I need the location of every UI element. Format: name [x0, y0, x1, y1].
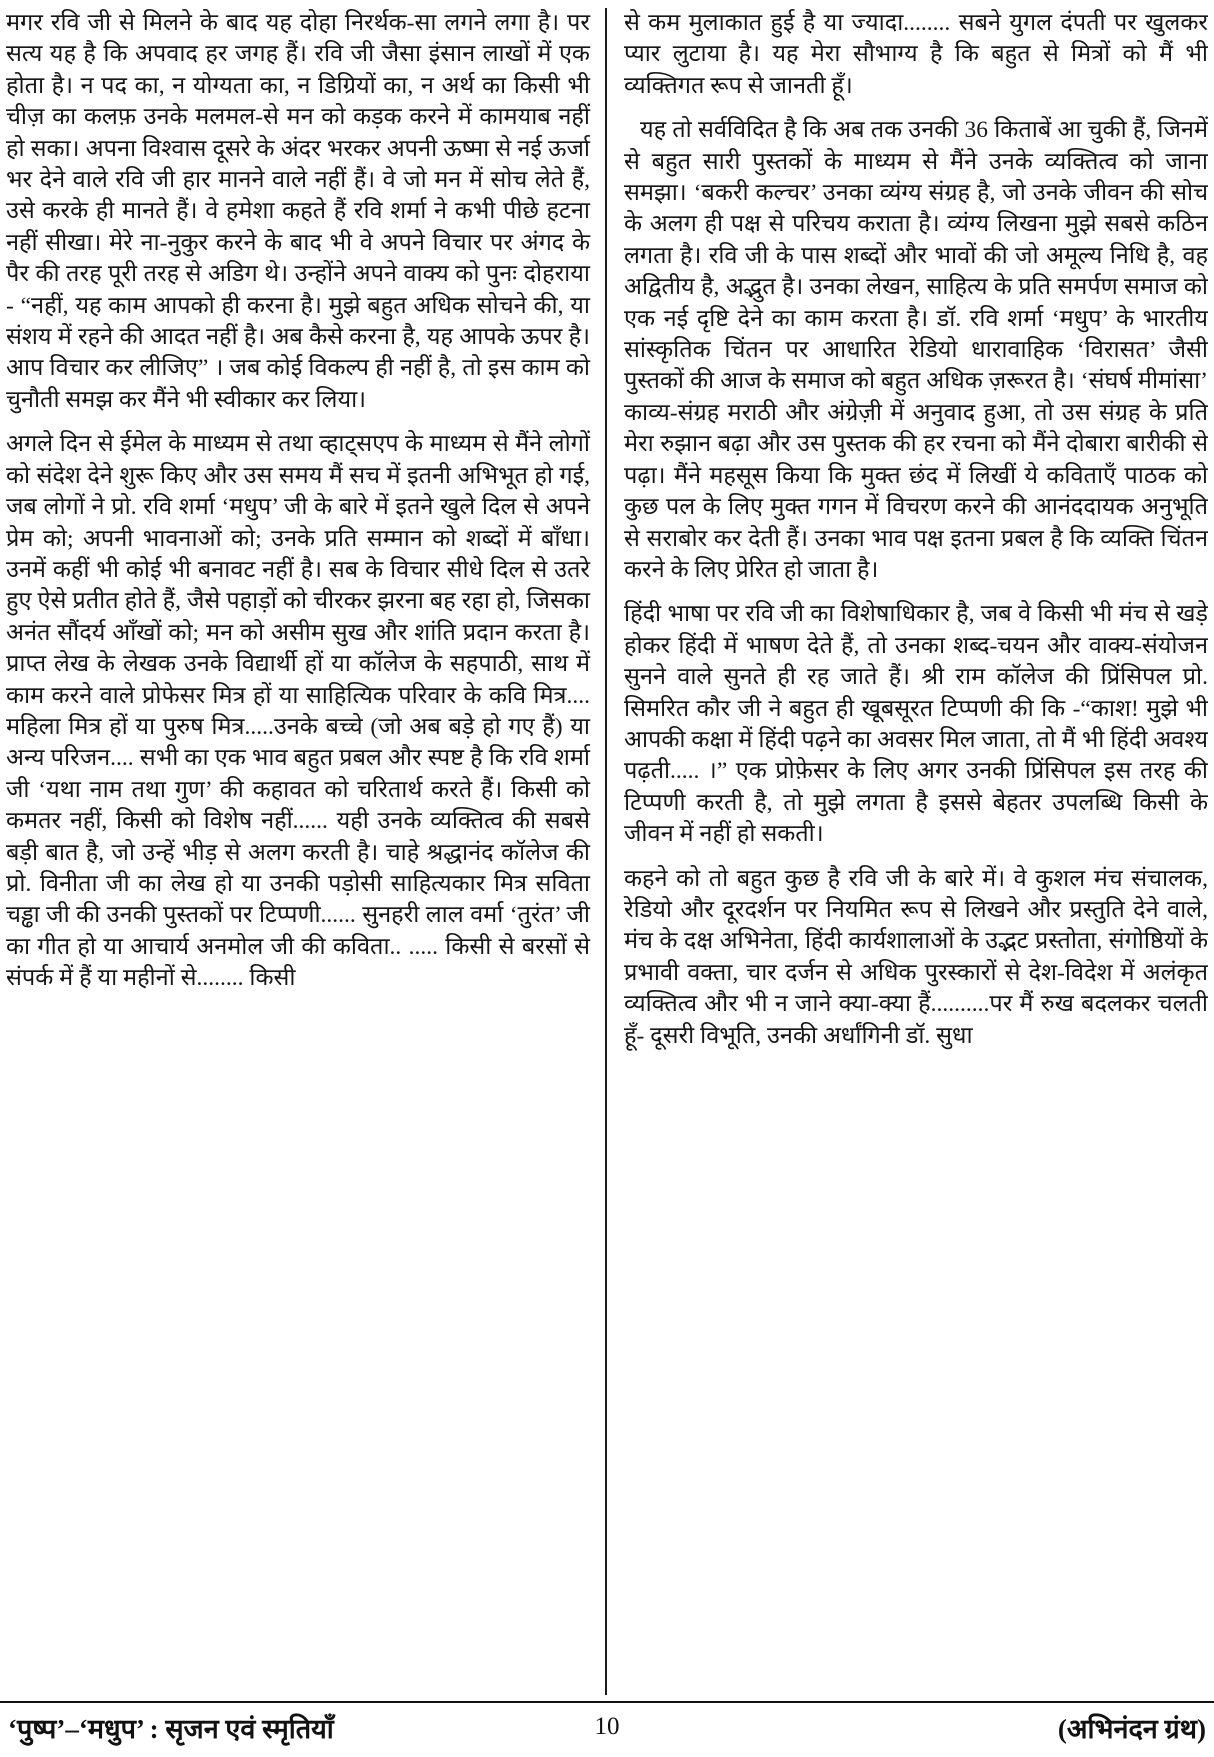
paragraph: यह तो सर्वविदित है कि अब तक उनकी 36 किताबें आ चुकी हैं, जिनमें से बहुत सारी पुस्तकों के माध्यम से मैंने उनके व्यक्तित्व को जाना समझा। ‘बकरी कल्चर’ उनका व्यंग्य संग्रह है, जो उनके जीवन की सोच के अलग ही पक्ष से परिचय कराता है। व्यंग्य लिखना मुझे सबसे कठिन लगता है। रवि जी के पास शब्दों और भावों की जो अमूल्य निधि है, वह अद्वितीय है, अद्भुत है। उनका लेखन, साहित्य के प्रति समर्पण समाज को एक नई दृष्टि देने का काम करता है। डॉ. रवि शर्मा ‘मधुप’ के भारतीय सांस्कृतिक चिंतन पर आधारित रेडियो धारावाहिक ‘विरासत’ जैसी पुस्तकों की आज के समाज को बहुत अधिक ज़रूरत है। ‘संघर्ष मीमांसा’ काव्य-संग्रह मराठी और अंग्रेज़ी में अनुवाद हुआ, तो उस संग्रह के प्रति मेरा रुझान बढ़ा और उस पुस्तक की हर रचना को मैंने दोबारा बारीकी से पढ़ा। मैंने महसूस किया कि मुक्त छंद में लिखीं ये कविताएँ पाठक को कुछ पल के लिए मुक्त गगन में विचरण करने की आनंददायक अनुभूति से सराबोर कर देती हैं। उनका भाव पक्ष इतना प्रबल है कि व्यक्ति चिंतन करने के लिए प्रेरित हो जाता है। [624, 117, 1208, 583]
text-columns [6, 8, 1208, 1695]
footer-edition: (अभिनंदन ग्रंथ) [1057, 1713, 1206, 1744]
footer-book-title: ‘पुष्प’–‘मधुप’ : सृजन एवं स्मृतियाँ [8, 1713, 334, 1744]
paragraph: अगले दिन से ईमेल के माध्यम से तथा व्हाट्सएप के माध्यम से मैंने लोगों को संदेश देने शुरू किए और उस समय मैं सच में इतनी अभिभूत हो गई, जब लोगों ने प्रो. रवि शर्मा ‘मधुप’ जी के बारे में इतने खुले दिल से अपने प्रेम को; अपनी भावनाओं को; उनके प्रति सम्मान को शब्दों में बाँधा। उनमें कहीं भी कोई भी बनावट नहीं है। सब के विचार सीधे दिल से उतरे हुए ऐसे प्रतीत होते हैं, जैसे पहाड़ों को चीरकर झरना बह रहा हो, जिसका अनंत सौंदर्य आँखों को; मन को असीम सुख और शांति प्रदान करता है। प्राप्त लेख के लेखक उनके विद्यार्थी हों या कॉलेज के सहपाठी, साथ में काम करने वाले प्रोफेसर मित्र हों या साहित्यिक परिवार के कवि मित्र.... महिला मित्र हों या पुरुष मित्र.....उनके बच्चे (जो अब बड़े हो गए हैं) या अन्य परिजन.... सभी का एक भाव बहुत प्रबल और स्पष्ट है कि रवि शर्मा जी ‘यथा नाम तथा गुण’ की कहावत को चरितार्थ करते हैं। किसी को कमतर नहीं, किसी को विशेष नहीं...... यही उनके व्यक्तित्व की सबसे बड़ी बात है, जो उन्हें भीड़ से अलग करती है। चाहे श्रद्धानंद कॉलेज की प्रो. विनीता जी का लेख हो या उनकी पड़ोसी साहित्यकार मित्र सविता चड्ढा जी की उनकी पुस्तकों पर टिप्पणी...... सुनहरी लाल वर्मा ‘तुरंत’ जी का गीत हो या आचार्य अनमोल जी की कविता.. ..... किसी से बरसों से संपर्क में हैं या महीनों से........ किसी [6, 431, 590, 992]
right-column [607, 8, 1208, 1695]
page-number: 10 [594, 1713, 620, 1740]
paragraph: मगर रवि जी से मिलने के बाद यह दोहा निरर्थक-सा लगने लगा है। पर सत्य यह है कि अपवाद हर जगह हैं। रवि जी जैसा इंसान लाखों में एक होता है। न पद का, न योग्यता का, न डिग्रियों का, न अर्थ का किसी भी चीज़ का कलफ़ उनके मलमल-से मन को कड़क करने में कामयाब नहीं हो सका। अपना विश्वास दूसरे के अंदर भरकर अपनी ऊष्मा से नई ऊर्जा भर देने वाले रवि जी हार मानने वाले नहीं हैं। वे जो मन में सोच लेते हैं, उसे करके ही मानते हैं। वे हमेशा कहते हैं रवि शर्मा ने कभी पीछे हटना नहीं सीखा। मेरे ना-नुकुर करने के बाद भी वे अपने विचार पर अंगद के पैर की तरह पूरी तरह से अडिग थे। उन्होंने अपने वाक्य को पुनः दोहराया - “नहीं, यह काम आपको ही करना है। मुझे बहुत अधिक सोचने की, या संशय में रहने की आदत नहीं है। अब कैसे करना है, यह आपके ऊपर है। आप विचार कर लीजिए” । जब कोई विकल्प ही नहीं है, तो इस काम को चुनौती समझ कर मैंने भी स्वीकार कर लिया। [6, 10, 590, 413]
paragraph: से कम मुलाकात हुई है या ज्यादा........ सबने युगल दंपती पर खुलकर प्यार लुटाया है। यह मेरा सौभाग्य है कि बहुत से मित्रों को मैं भी व्यक्तिगत रूप से जानती हूँ। [624, 10, 1208, 99]
left-column [6, 8, 605, 1695]
paragraph: कहने को तो बहुत कुछ है रवि जी के बारे में। वे कुशल मंच संचालक, रेडियो और दूरदर्शन पर नियमित रूप से लिखने और प्रस्तुति देने वाले, मंच के दक्ष अभिनेता, हिंदी कार्यशालाओं के उद्भट प्रस्तोता, संगोष्ठियों के प्रभावी वक्ता, चार दर्जन से अधिक पुरस्कारों से देश-विदेश में अलंकृत व्यक्तित्व और भी न जाने क्या-क्या हैं..........पर मैं रुख बदलकर चलती हूँ- दूसरी विभूति, उनकी अर्धांगिनी डॉ. सुधा [624, 865, 1208, 1049]
page-footer [0, 1701, 1214, 1757]
paragraph: हिंदी भाषा पर रवि जी का विशेषाधिकार है, जब वे किसी भी मंच से खड़े होकर हिंदी में भाषण देते हैं, तो उनका शब्द-चयन और वाक्य-संयोजन सुनने वाले सुनते ही रह जाते हैं। श्री राम कॉलेज की प्रिंसिपल प्रो. सिमरित कौर जी ने बहुत ही खूबसूरत टिप्पणी की कि -“काश! मुझे भी आपकी कक्षा में हिंदी पढ़ने का अवसर मिल जाता, तो मैं भी हिंदी अवश्य पढ़ती..... ।” एक प्रोफ़ेसर के लिए अगर उनकी प्रिंसिपल इस तरह की टिप्पणी करती है, तो मुझे लगता है इससे बेहतर उपलब्धि किसी के जीवन में नहीं हो सकती। [624, 601, 1208, 848]
